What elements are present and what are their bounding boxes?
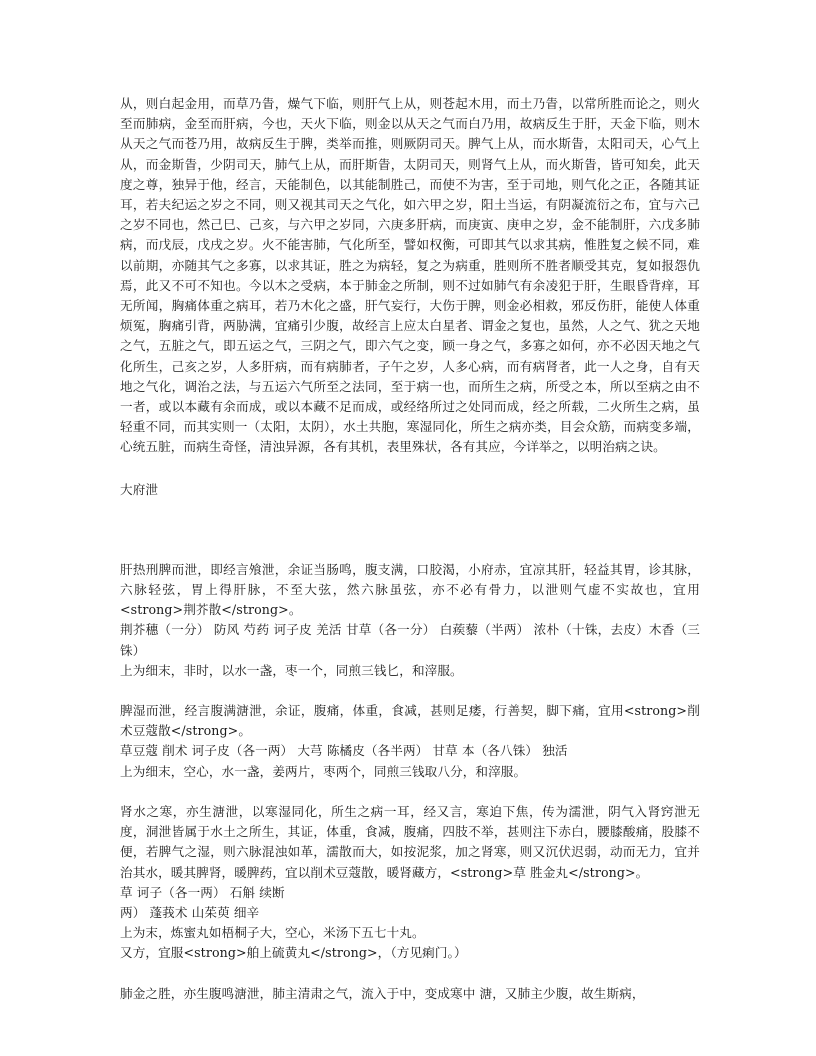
spacer xyxy=(120,782,700,802)
paragraph-line: 上为细末，空心，水一盏，姜两片，枣两个，同煎三钱取八分，和滓服。 xyxy=(120,763,527,779)
paragraph-line: 又方，宜服<strong>舶上硫黄丸</strong>，（方见痢门。） xyxy=(120,945,467,961)
paragraph-line: 荆芥穗（一分） 防风 芍药 诃子皮 羌活 甘草（各一分） 白蒺藜（半两） 浓朴（十铢，去皮）木香（三铢） xyxy=(120,622,700,658)
paragraph-line: 两） 蓬莪术 山茱萸 细辛 xyxy=(120,904,260,920)
spacer xyxy=(120,964,700,984)
spacer xyxy=(120,500,700,560)
paragraph-lung xyxy=(120,984,700,1004)
paragraph-liver xyxy=(120,560,700,681)
paragraph-line: 上为末，炼蜜丸如梧桐子大，空心，米汤下五七十丸。 xyxy=(120,925,425,941)
paragraph-line: 肺金之胜，亦生腹鸣溏泄，肺主清肃之气，流入于中，变成寒中 溏，又肺主少腹，故生斯病， xyxy=(120,985,645,1001)
intro-paragraph: 从，则白起金用，而草乃眚，燥气下临，则肝气上从，则苍起木用，而土乃眚，以常所胜而论之，则火至而肺病，金至而肝病，今也，天火下临，则金以从天之气而白乃用，故病反生于肝，天金下临，则木从天之气而苍乃用，故病反生于脾，类举而推，则厥阴司天。脾气上从，而水斯眚，太阳司天，心气上从，而金斯眚，少阴司天，肺气上从，而肝斯眚，太阴司天，则肾气上从，而火斯眚，皆可知矣，此天度之尊，独异于他，经言，天能制色，以其能制胜己，而使不为害，至于司地，则气化之正，各随其证耳，若夫纪运之岁之不同，则又视其司天之气化，如六甲之岁，阳土当运，有阴凝流衍之布，宜与六己之岁不同也，然己巳、己亥，与六甲之岁同，六庚多肝病，而庚寅、庚申之岁，金不能制肝，六戊多肺病，而戊辰，戊戌之岁。火不能害肺，气化所至，譬如权衡，可即其气以求其病，惟胜复之候不同，难以前期，亦随其气之多寡，以求其证，胜之为病轻，复之为病重，胜则所不胜者顺受其克，复如报怨仇焉，此又不可不知也。今以木之受病，本于肺金之所制，则不过如肺气有余凌犯于肝，生眼昏背痒，耳无所闻，胸痛体重之病耳，若乃木化之盛，肝气妄行，大伤于脾，则金必相救，邪反伤肝，能使人体重烦冤，胸痛引背，两胁满，宜痛引少腹，故经言上应太白星者、谓金之复也，虽然，人之气、犹之天地之气，五脏之气，即五运之气，三阴之气，即六气之变，顾一身之气，多寡之如何，亦不必因天地之气化所生，己亥之岁，人多肝病，而有病肺者，子午之岁，人多心病，而有病肾者，此一人之身，自有天地之气化，调治之法，与五运六气所至之法同，至于病一也，而所生之病，所受之本，所以至病之由不一者，或以本藏有余而成，或以本藏不足而成，或经络所过之处同而成，经之所载，二火所生之病，虽轻重不同，而其实则一（太阳，太阴），水土共胞，寒湿同化，所生之病亦类，目会众筋，而病变多端，心统五脏，而病生奇怪，清浊异源，各有其机，表里殊状，各有其应，今详举之，以明治病之诀。 xyxy=(120,96,700,455)
paragraph-line: 上为细末，非时，以水一盏，枣一个，同煎三钱匕，和滓服。 xyxy=(120,662,463,678)
paragraph-line: 脾湿而泄，经言腹满溏泄，余证，腹痛，体重，食减，甚则足痿，行善契，脚下痛，宜用<strong>削术豆蔻散</strong>。 xyxy=(120,703,700,739)
paragraph-kidney xyxy=(120,802,700,964)
paragraph-line: 肾水之寒，亦生溏泄，以寒湿同化，所生之病一耳，经又言，寒迫下焦，传为濡泄，阴气入肾窍泄无度，洞泄皆属于水土之所生，其证，体重，食减，腹痛，四肢不举，甚则注下赤白，腰膝酸痛，股膝不便，若脾气之湿，则六脉混浊如革，濡散而大，如按泥浆，加之肾寒，则又沉伏迟弱，动而无力，宜并治其水，暖其脾肾，暖脾药，宜以削术豆蔻散，暖肾藏方，<strong>草 胜金丸</strong>。 xyxy=(120,803,700,880)
paragraph-line: 肝热刑脾而泄，即经言飧泄，余证当肠鸣，腹支满，口胶渴，小府赤，宜凉其肝，轻益其胃，诊其脉，六脉轻弦，胃上得肝脉，不至大弦，然六脉虽弦，亦不必有骨力，以泄则气虚不实故也，宜用<strong>荆芥散</strong>。 xyxy=(120,561,700,618)
paragraph-spleen xyxy=(120,701,700,782)
section-heading: 大府泄 xyxy=(120,481,159,497)
document-page xyxy=(120,94,700,1004)
paragraph-line: 草豆蔻 削术 诃子皮（各一两） 大芎 陈橘皮（各半两） 甘草 本（各八铢） 独活 xyxy=(120,743,568,759)
spacer xyxy=(120,681,700,701)
paragraph-line: 草 诃子（各一两） 石斛 续断 xyxy=(120,884,285,900)
